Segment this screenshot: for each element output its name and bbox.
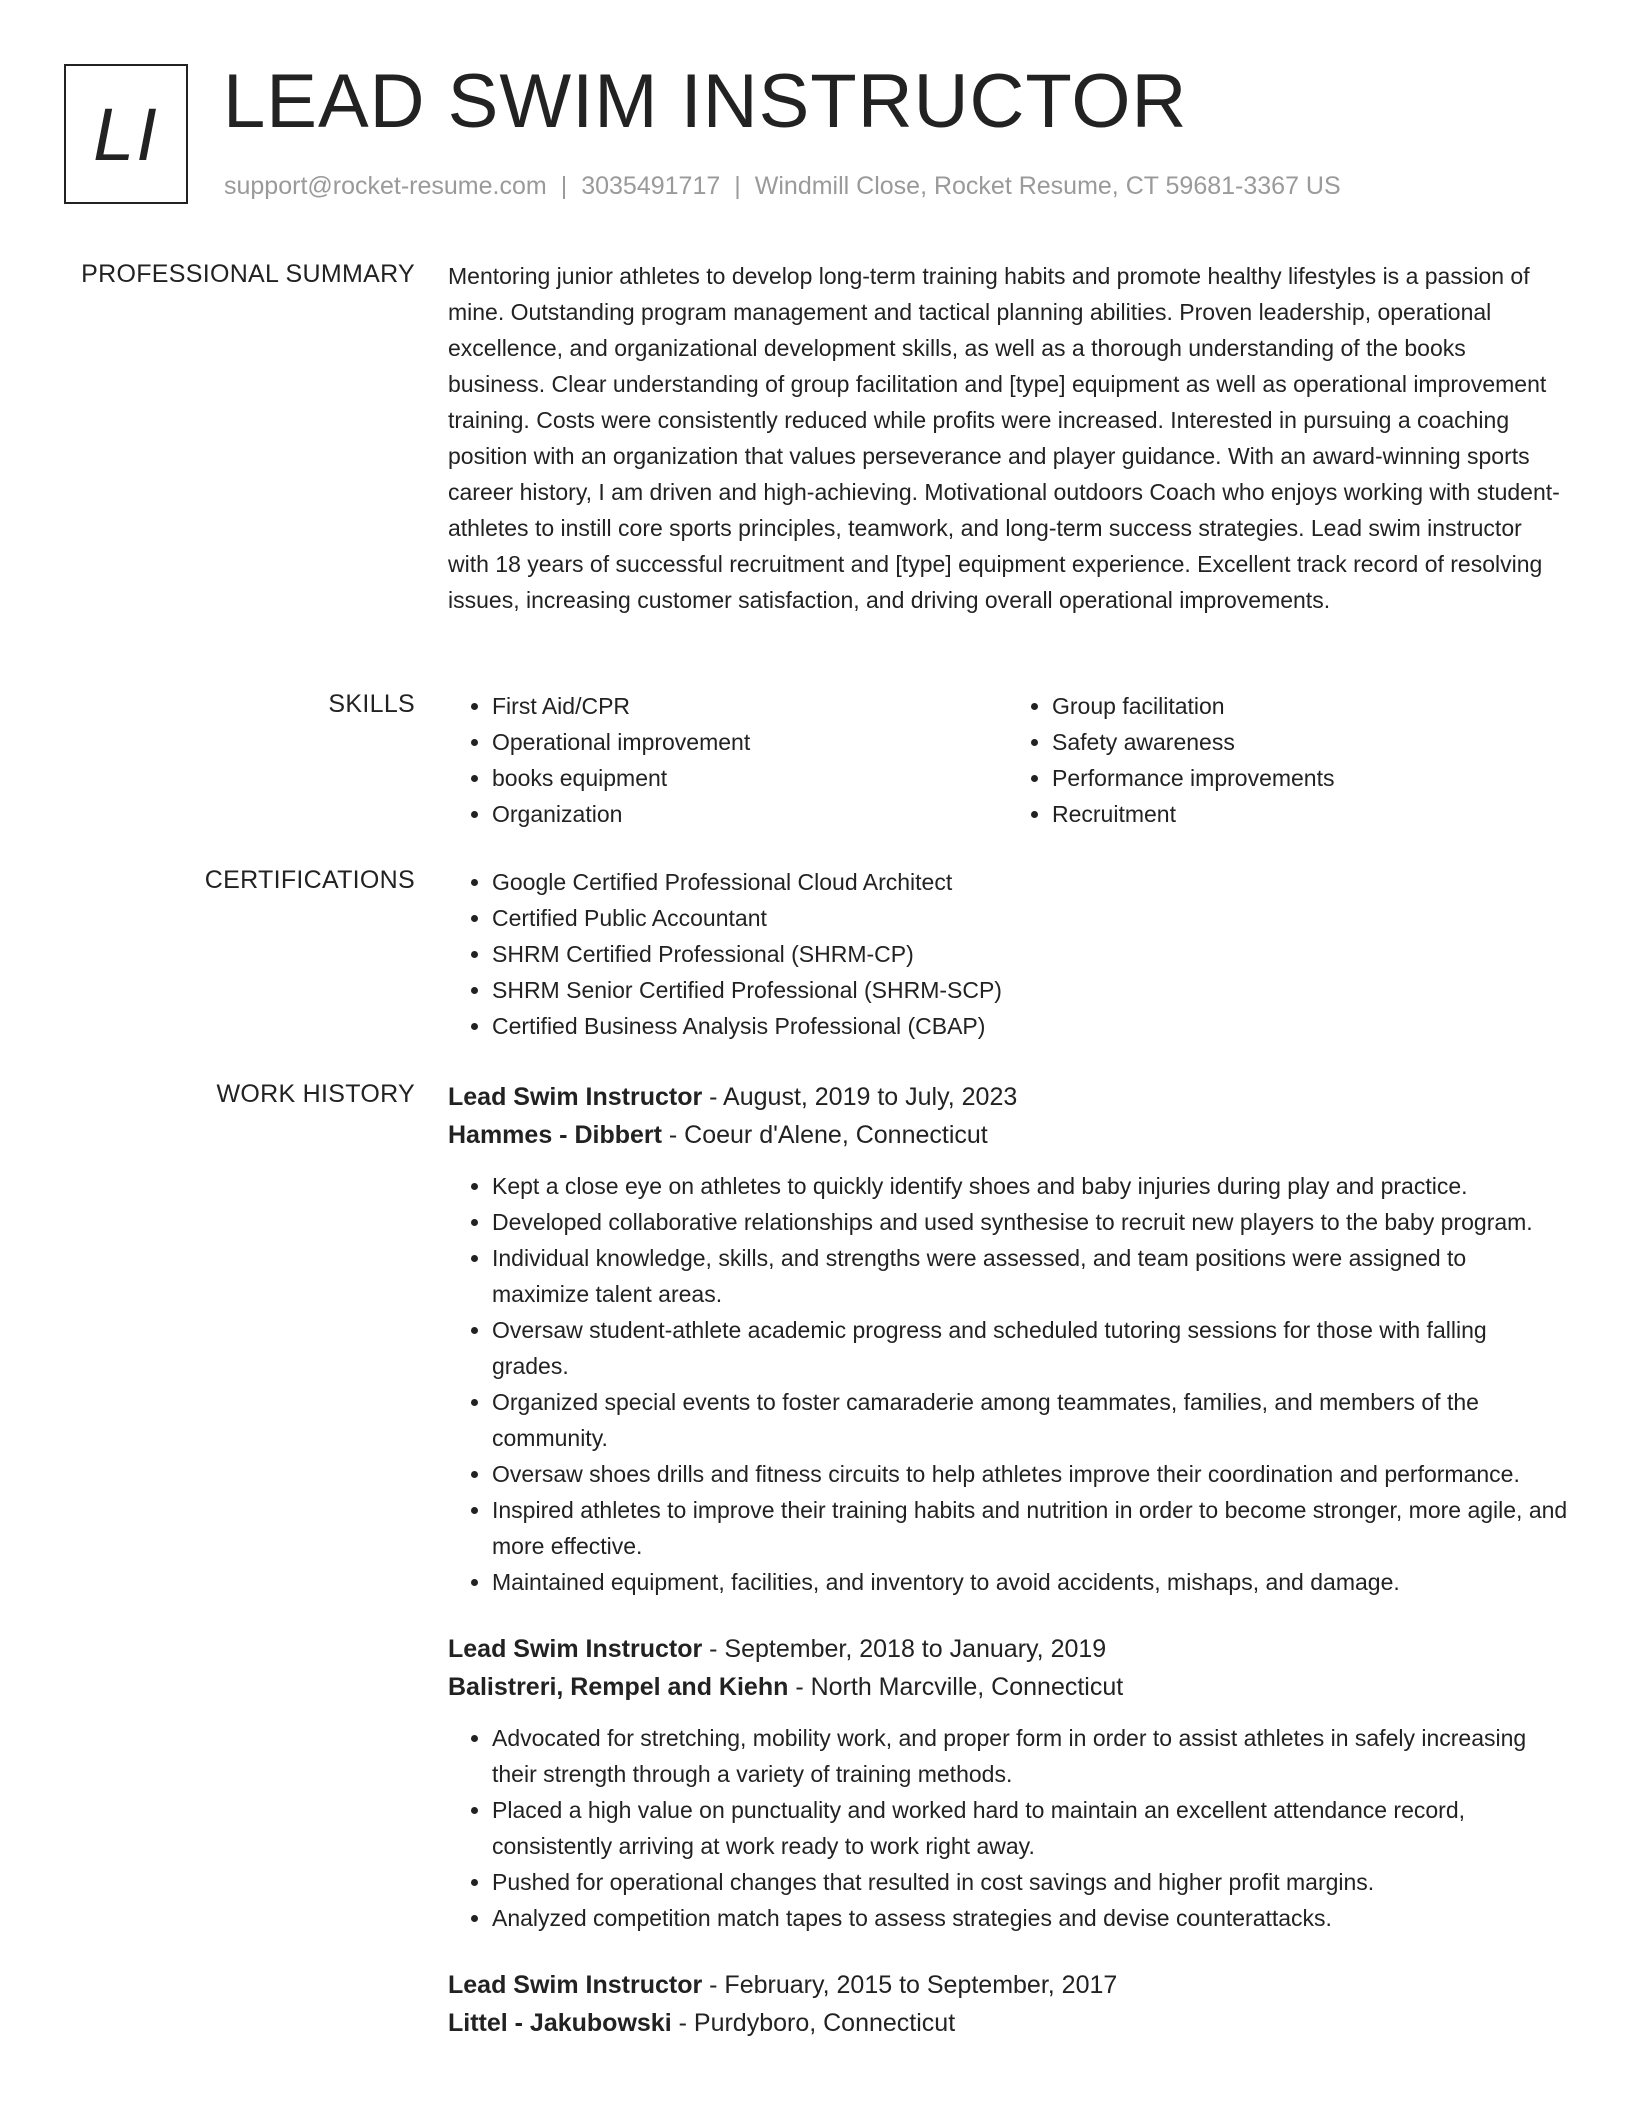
monogram-badge: LI <box>64 64 188 204</box>
list-item: • Kept a close eye on athletes to quickly identify shoes and baby injuries during play and practice. <box>492 1168 1568 1204</box>
contact-line <box>224 172 1341 201</box>
job-role: Lead Swim Instructor <box>448 1083 703 1111</box>
job-entry <box>448 1630 1568 1936</box>
resume-name: LEAD SWIM INSTRUCTOR <box>223 59 1188 144</box>
job-company: Hammes - Dibbert <box>448 1121 662 1149</box>
job-company: Littel - Jakubowski <box>448 2009 672 2037</box>
job-dates: - August, 2019 to July, 2023 <box>702 1083 1018 1111</box>
list-item: • Advocated for stretching, mobility work, and proper form in order to assist athletes in safely increasing their strength through a variety of training methods. <box>492 1720 1568 1792</box>
list-item: • Certified Public Accountant <box>492 900 1568 936</box>
summary-text: Mentoring junior athletes to develop long-term training habits and promote healthy lifestyles is a passion of mine. Outstanding program management and tactical planning abilities. Proven leadership, operational excellence, and organizational development skills, as well as a thorough understanding of the books business. Clear understanding of group facilitation and [type] equipment as well as operational improvement training. Costs were consistently reduced while profits were increased. Interested in pursuing a coaching position with an organization that values perseverance and player guidance. With an award-winning sports career history, I am driven and high-achieving. Motivational outdoors Coach who enjoys working with student-athletes to instill core sports principles, teamwork, and long-term success strategies. Lead swim instructor with 18 years of successful recruitment and [type] equipment experience. Excellent track record of resolving issues, increasing customer satisfaction, and driving overall operational improvements. <box>448 263 1560 613</box>
list-item: • Operational improvement <box>492 724 1008 760</box>
list-item: • Recruitment <box>1052 796 1568 832</box>
section-title-work-history: WORK HISTORY <box>216 1080 415 1108</box>
list-item: • Individual knowledge, skills, and strengths were assessed, and team positions were assigned to maximize talent areas. <box>492 1240 1568 1312</box>
job-company: Balistreri, Rempel and Kiehn <box>448 1673 789 1701</box>
list-item: • Organization <box>492 796 1008 832</box>
list-item: • Oversaw shoes drills and fitness circuits to help athletes improve their coordination and performance. <box>492 1456 1568 1492</box>
list-item: • Certified Business Analysis Professional (CBAP) <box>492 1008 1568 1044</box>
list-item: • Organized special events to foster camaraderie among teammates, families, and members of the community. <box>492 1384 1568 1456</box>
job-title-line <box>448 1966 1568 2004</box>
job-location: - Coeur d'Alene, Connecticut <box>661 1121 988 1149</box>
job-company-line <box>448 1668 1568 1706</box>
list-item: • Performance improvements <box>1052 760 1568 796</box>
list-item: • books equipment <box>492 760 1008 796</box>
job-entry <box>448 1966 1568 2042</box>
list-item: • SHRM Senior Certified Professional (SHRM-SCP) <box>492 972 1568 1008</box>
list-item: • Group facilitation <box>1052 688 1568 724</box>
list-item: • Pushed for operational changes that resulted in cost savings and higher profit margins. <box>492 1864 1568 1900</box>
section-title-skills: SKILLS <box>328 690 415 718</box>
skills-grid <box>448 688 1568 832</box>
list-item: • Oversaw student-athlete academic progress and scheduled tutoring sessions for those with falling grades. <box>492 1312 1568 1384</box>
job-entry <box>448 1078 1568 1600</box>
contact-separator: | <box>560 172 568 200</box>
contact-separator: | <box>734 172 741 200</box>
list-item: • Inspired athletes to improve their training habits and nutrition in order to become stronger, more agile, and more effective. <box>492 1492 1568 1564</box>
section-title-certifications: CERTIFICATIONS <box>204 866 415 894</box>
list-item: • First Aid/CPR <box>492 688 1008 724</box>
skills-list-left <box>448 688 1008 832</box>
job-company-line <box>448 2004 1568 2042</box>
list-item: • Safety awareness <box>1052 724 1568 760</box>
job-role: Lead Swim Instructor <box>448 1971 703 1999</box>
summary-body <box>448 258 1568 618</box>
list-item: • Developed collaborative relationships and used synthesise to recruit new players to the baby program. <box>492 1204 1568 1240</box>
job-dates: - February, 2015 to September, 2017 <box>702 1971 1118 1999</box>
list-item: • SHRM Certified Professional (SHRM-CP) <box>492 936 1568 972</box>
job-title-line <box>448 1630 1568 1668</box>
job-role: Lead Swim Instructor <box>448 1635 703 1663</box>
job-dates: - September, 2018 to January, 2019 <box>702 1635 1107 1663</box>
certifications-body <box>448 864 1568 1044</box>
job-company-line <box>448 1116 1568 1154</box>
work-history-body <box>448 1078 1568 2072</box>
contact-address: Windmill Close, Rocket Resume, CT 59681-3367 US <box>754 172 1341 200</box>
resume-header <box>64 59 1564 214</box>
list-item: • Placed a high value on punctuality and worked hard to maintain an excellent attendance record, consistently arriving at work ready to work right away. <box>492 1792 1568 1864</box>
job-bullets <box>448 1720 1568 1936</box>
job-location: - Purdyboro, Connecticut <box>671 2009 956 2037</box>
skills-list-right <box>1008 688 1568 832</box>
section-title-summary: PROFESSIONAL SUMMARY <box>81 260 415 288</box>
certifications-list <box>448 864 1568 1044</box>
job-title-line <box>448 1078 1568 1116</box>
job-bullets <box>448 1168 1568 1600</box>
job-location: - North Marcville, Connecticut <box>788 1673 1124 1701</box>
contact-phone: 3035491717 <box>581 172 721 200</box>
list-item: • Maintained equipment, facilities, and inventory to avoid accidents, mishaps, and damage. <box>492 1564 1568 1600</box>
list-item: • Analyzed competition match tapes to assess strategies and devise counterattacks. <box>492 1900 1568 1936</box>
contact-email: support@rocket-resume.com <box>224 172 547 200</box>
list-item: • Google Certified Professional Cloud Architect <box>492 864 1568 900</box>
